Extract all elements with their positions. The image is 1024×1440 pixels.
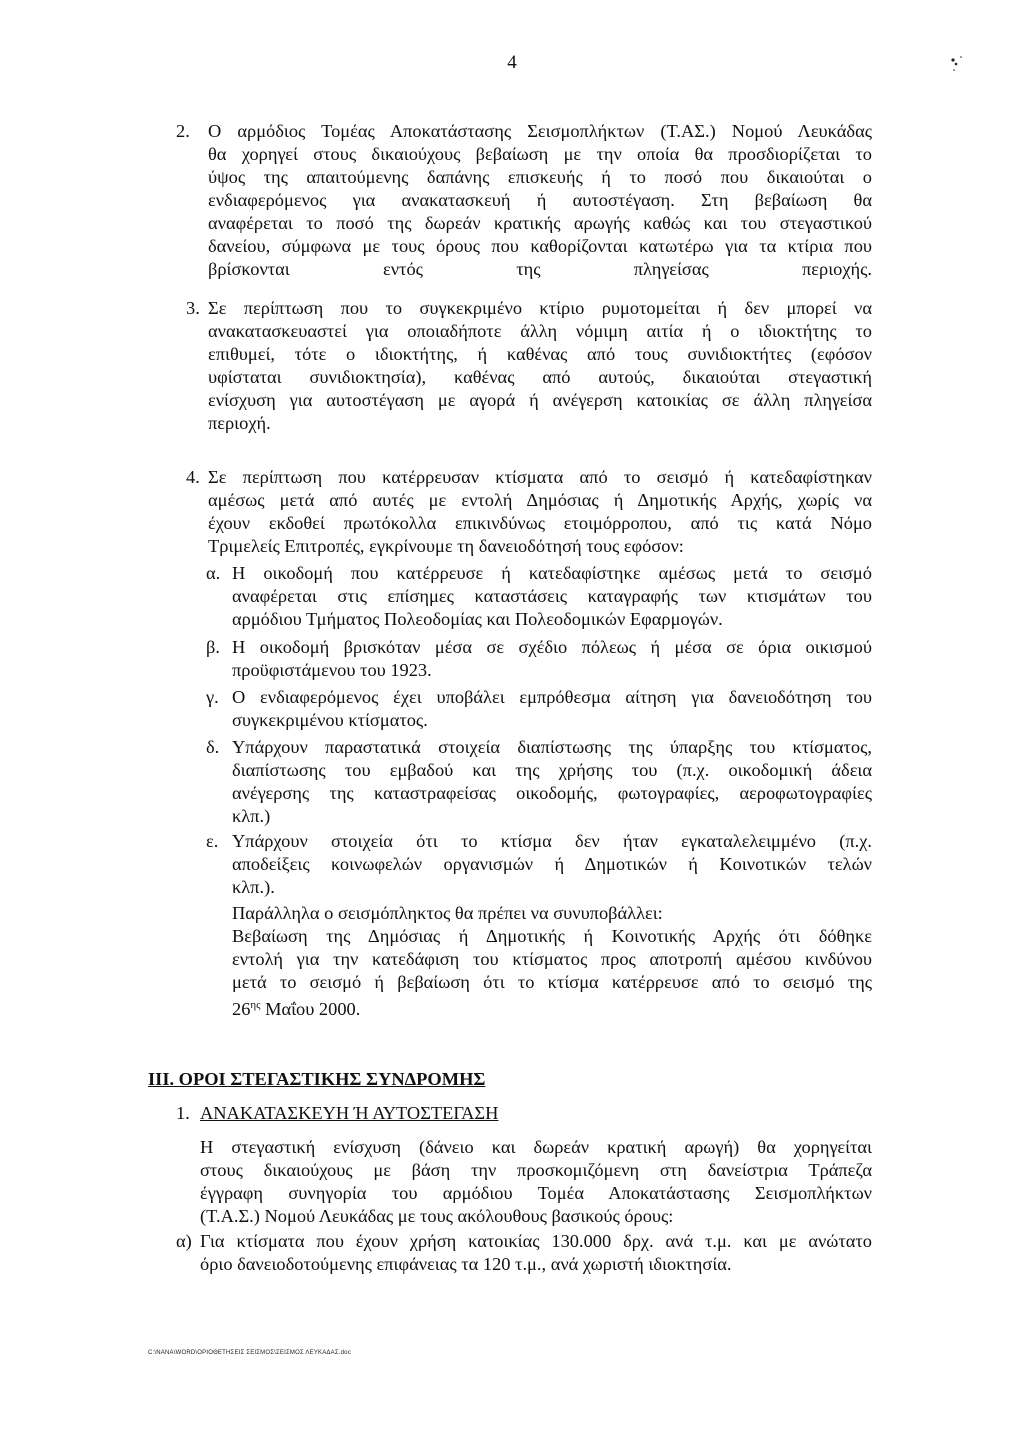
item-3-line: επιθυμεί, τότε ο ιδιοκτήτης, ή καθένας από τους συνιδιοκτήτες (εφόσον — [208, 344, 872, 364]
date-ordinal: ης — [250, 999, 261, 1011]
item-2-line: Ο αρμόδιος Τομέας Αποκατάστασης Σεισμοπλήκτων (Τ.ΑΣ.) Νομού Λευκάδας — [208, 121, 872, 141]
sub-line: αναφέρεται στις επίσημες καταστάσεις καταγραφής των κτισμάτων του — [232, 586, 872, 606]
section-3-line: στους δικαιούχους με βάση την προσκομιζόμενη στη δανείστρια Τράπεζα — [200, 1160, 872, 1180]
sub-line: αρμόδιου Τμήματος Πολεοδομίας και Πολεοδομικών Εφαρμογών. — [232, 609, 723, 629]
section-3-sub1-heading — [200, 1102, 800, 1125]
sub-line: κλπ.) — [232, 806, 271, 826]
sub-gamma-text — [232, 686, 872, 732]
sub-line: προϋφιστάμενου του 1923. — [232, 660, 432, 680]
sub-line: αποδείξεις κοινωφελών οργανισμών ή Δημοτικών ή Κοινοτικών τελών — [232, 854, 872, 874]
section-3-line: έγγραφη συνηγορία του αρμόδιου Τομέα Αποκατάστασης Σεισμοπλήκτων — [200, 1183, 872, 1203]
section-3-title — [148, 1068, 848, 1091]
item-2-line: ύψος της απαιτούμενης δαπάνης επισκευής ή το ποσό που δικαιούται ο — [208, 167, 872, 187]
item-3-number: 3. — [186, 298, 200, 318]
sub-line: Ο ενδιαφερόμενος έχει υποβάλει εμπρόθεσμα αίτηση για δανειοδότηση του — [232, 687, 872, 707]
date-day: 26 — [232, 999, 251, 1020]
section-3-title-text: ΙΙΙ. ΟΡΟΙ ΣΤΕΓΑΣΤΙΚΗΣ ΣΥΝΔΡΟΜΗΣ — [148, 1069, 486, 1089]
item-3-line: περιοχή. — [208, 413, 271, 433]
section-3-a-text — [200, 1230, 872, 1276]
item-4-line: αμέσως μετά από αυτές με εντολή Δημόσιας ή Δημοτικής Αρχής, χωρίς να — [208, 490, 872, 510]
item-4-number: 4. — [186, 467, 200, 487]
item-2-line: ενδιαφερόμενος για ανακατασκευή ή αυτοστέγαση. Στη βεβαίωση θα — [208, 190, 872, 210]
item-4-line: έχουν εκδοθεί πρωτόκολλα επικινδύνως ετοιμόρροπου, από τις κατά Νόμο — [208, 513, 872, 533]
also-submit-line: Παράλληλα ο σεισμόπληκτος θα πρέπει να συνυποβάλλει: — [232, 903, 663, 923]
sub-beta-text — [232, 636, 872, 682]
sub-epsilon-text — [232, 830, 872, 899]
sub-beta-label: β. — [206, 637, 220, 657]
item-2-line: θα χορηγεί στους δικαιούχους βεβαίωση με την οποία θα προσδιορίζεται το — [208, 144, 872, 164]
section-3-a-label: α) — [176, 1231, 192, 1251]
section-3-line: Η στεγαστική ενίσχυση (δάνειο και δωρεάν κρατική αρωγή) θα χορηγείται — [200, 1137, 872, 1157]
sub-line: Η οικοδομή που κατέρρευσε ή κατεδαφίστηκε αμέσως μετά το σεισμό — [232, 563, 872, 583]
certificate-line: μετά το σεισμό ή βεβαίωση ότι το κτίσμα κατέρρευσε από το σεισμό της — [232, 972, 872, 992]
section-3-line: (Τ.Α.Σ.) Νομού Λευκάδας με τους ακόλουθους βασικούς όρους: — [200, 1206, 674, 1226]
footer-file-path: C:\NANA\WORD\ΟΡΙΟΘΕΤΗΣΕΙΣ ΣΕΙΣΜΟΣ\ΣΕΙΣΜΟΣ ΛΕΥΚΑΔΑΣ.doc — [148, 1350, 351, 1356]
item-2-line: δανείου, σύμφωνα με τους όρους που καθορίζονται κατωτέρω για τα κτίρια που — [208, 236, 872, 256]
item-2-line: αναφέρεται το ποσό της δωρεάν κρατικής αρωγής καθώς και του στεγαστικού — [208, 213, 872, 233]
sub-line: Η οικοδομή βρισκόταν μέσα σε σχέδιο πόλεως ή μέσα σε όρια οικισμού — [232, 637, 872, 657]
item-3-line: υφίσταται συνιδιοκτησία), καθένας από αυτούς, δικαιούται στεγαστική — [208, 367, 872, 387]
sub-delta-label: δ. — [206, 737, 220, 757]
item-3-paragraph — [208, 297, 872, 435]
date-rest: Μαΐου 2000. — [260, 999, 361, 1020]
item-2-number: 2. — [176, 121, 190, 141]
sub-line: κλπ.). — [232, 877, 275, 897]
certificate-date — [232, 994, 872, 1021]
sub-delta-text — [232, 736, 872, 828]
scan-specks — [950, 54, 964, 72]
section-3-sub1-title: ΑΝΑΚΑΤΑΣΚΕΥΗ Ή ΑΥΤΟΣΤΕΓΑΣΗ — [200, 1103, 499, 1123]
sub-alpha-label: α. — [206, 563, 221, 583]
sub-epsilon-label: ε. — [206, 831, 219, 851]
section-3-a-line: όριο δανειοδοτούμενης επιφάνειας τα 120 τ.μ., ανά χωριστή ιδιοκτησία. — [200, 1254, 732, 1274]
sub-line: Υπάρχουν παραστατικά στοιχεία διαπίστωσης της ύπαρξης του κτίσματος, — [232, 737, 872, 757]
sub-line: συγκεκριμένου κτίσματος. — [232, 710, 428, 730]
section-3-a-line: Για κτίσματα που έχουν χρήση κατοικίας 130.000 δρχ. ανά τ.μ. και με ανώτατο — [200, 1231, 872, 1251]
item-4-paragraph — [208, 466, 872, 558]
item-2-line: βρίσκονται εντός της πληγείσας περιοχής. — [208, 259, 872, 279]
sub-gamma-label: γ. — [206, 687, 219, 707]
certificate-line: εντολή για την κατεδάφιση του κτίσματος προς αποτροπή αμέσου κινδύνου — [232, 949, 872, 969]
certificate-line: Βεβαίωση της Δημόσιας ή Δημοτικής ή Κοινοτικής Αρχής ότι δόθηκε — [232, 926, 872, 946]
sub-line: Υπάρχουν στοιχεία ότι το κτίσμα δεν ήταν εγκαταλελειμμένο (π.χ. — [232, 831, 872, 851]
sub-line: ανέγερσης της καταστραφείσας οικοδομής, φωτογραφίες, αεροφωτογραφίες — [232, 783, 872, 803]
item-3-line: Σε περίπτωση που το συγκεκριμένο κτίριο ρυμοτομείται ή δεν μπορεί να — [208, 298, 872, 318]
item-3-line: ανακατασκευαστεί για οποιαδήποτε άλλη νόμιμη αιτία ή ο ιδιοκτήτης το — [208, 321, 872, 341]
item-4-line: Τριμελείς Επιτροπές, εγκρίνουμε τη δανειοδότησή τους εφόσον: — [208, 536, 684, 556]
item-2-paragraph — [208, 120, 872, 281]
sub-line: διαπίστωσης του εμβαδού και της χρήσης του (π.χ. οικοδομική άδεια — [232, 760, 872, 780]
sub-alpha-text — [232, 562, 872, 631]
section-3-sub1-number: 1. — [176, 1103, 190, 1123]
page-number: 4 — [507, 52, 517, 73]
section-3-paragraph — [200, 1136, 872, 1228]
also-submit-block — [232, 902, 872, 1021]
item-3-line: ενίσχυση για αυτοστέγαση με αγορά ή ανέγερση κατοικίας σε άλλη πληγείσα — [208, 390, 872, 410]
item-4-line: Σε περίπτωση που κατέρρευσαν κτίσματα από το σεισμό ή κατεδαφίστηκαν — [208, 467, 872, 487]
